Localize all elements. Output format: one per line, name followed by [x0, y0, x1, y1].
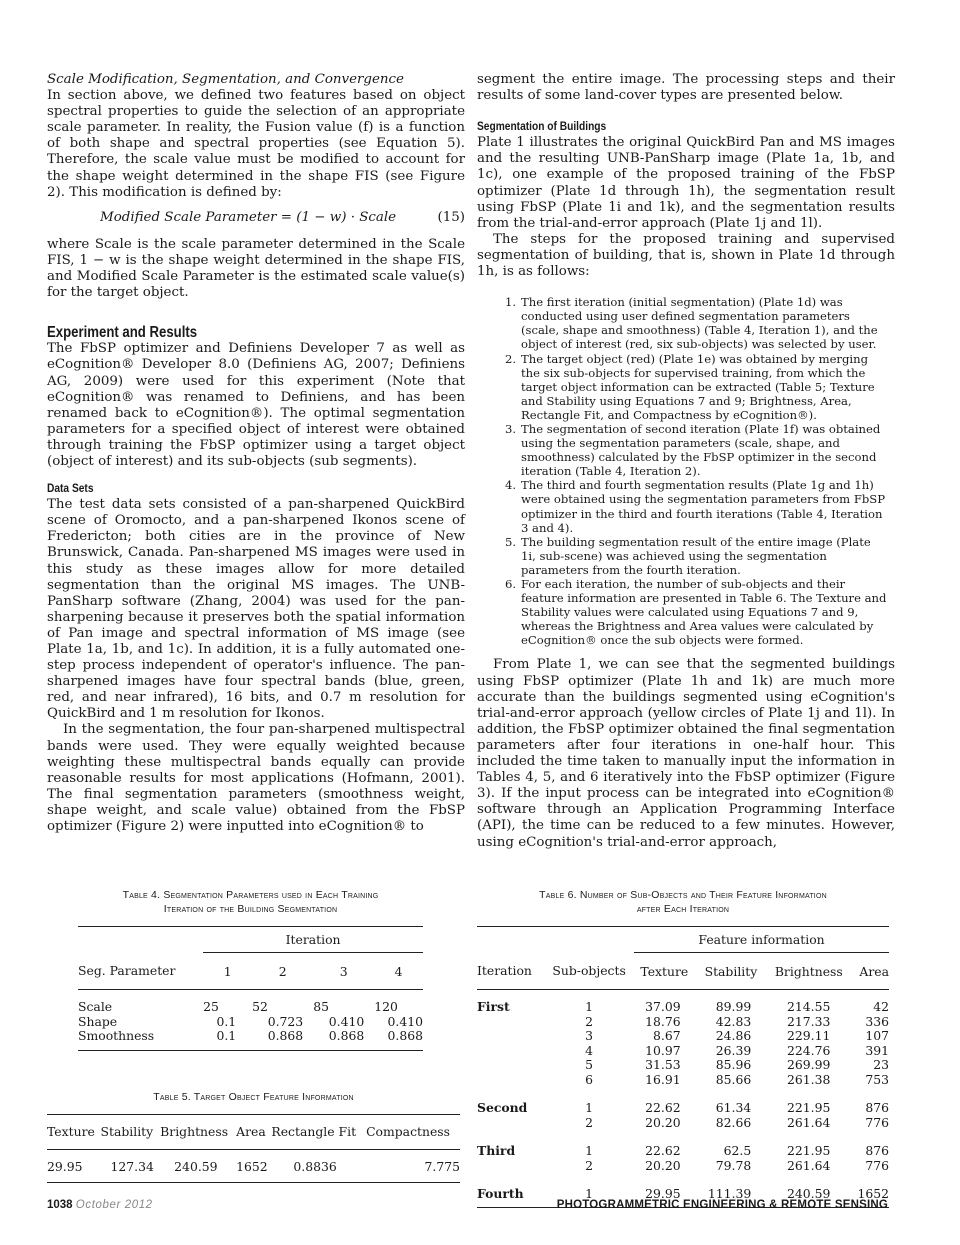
table-row	[78, 1015, 423, 1030]
table-cell: 16.91	[645, 1071, 681, 1087]
table-cell: 1	[585, 1100, 594, 1115]
table-cell: 120	[374, 999, 398, 1014]
right-column	[477, 72, 895, 851]
step-item	[477, 295, 895, 351]
table-cell: 229.11	[786, 1028, 831, 1043]
table-cell: 2	[585, 1157, 594, 1173]
table-6-body	[477, 990, 889, 1208]
table-row	[477, 1159, 889, 1174]
table-cell: 0.410	[387, 1013, 423, 1029]
table-header: Stability	[101, 1115, 161, 1150]
table-header: Rectangle Fit	[271, 1115, 366, 1150]
table-6	[477, 888, 889, 1208]
table-cell: 1	[585, 999, 594, 1014]
table-cell: 10.97	[645, 1042, 681, 1058]
table-cell: 23	[873, 1057, 889, 1072]
scale-modification-heading: Scale Modification, Segmentation, and Convergence	[47, 72, 404, 87]
step-text: The building segmentation result of the entire image (Plate 1i, sub-scene) was achieved using the segmentation parameters from the fourth iteration.	[521, 534, 871, 577]
table-row	[477, 990, 889, 1015]
table-cell: 0.723	[267, 1013, 304, 1029]
caption-line: after Each Iteration	[636, 903, 730, 915]
table-4	[78, 888, 423, 1051]
table-header: Texture	[47, 1115, 101, 1150]
iteration-label	[477, 1044, 544, 1059]
table-cell: 0.868	[374, 1029, 423, 1050]
table-cell: 85.96	[715, 1057, 752, 1072]
table-cell: 26.39	[715, 1042, 752, 1058]
table-cell: 52	[252, 999, 268, 1014]
step-item	[477, 535, 895, 577]
table-cell: 261.64	[786, 1157, 831, 1173]
table-cell: 22.62	[645, 1143, 681, 1158]
iteration-label: First	[477, 999, 510, 1014]
iteration-label	[477, 1159, 544, 1174]
table-row	[477, 1087, 889, 1116]
segmentation-buildings-heading: Segmentation of Buildings	[477, 119, 607, 134]
step-item	[477, 352, 895, 422]
data-sets-heading: Data Sets	[47, 481, 94, 496]
equation-15	[47, 210, 465, 226]
experiment-results-heading: Experiment and Results	[47, 324, 198, 342]
table-header: Compactness	[366, 1115, 460, 1150]
table-row	[477, 1029, 889, 1044]
table-cell: 61.34	[715, 1100, 752, 1115]
paragraph: The steps for the proposed training and supervised segmentation of building, that is, shown in Plate 1d through 1h, is as follows:	[477, 231, 895, 280]
table-row	[477, 1015, 889, 1030]
footer-left	[47, 1199, 153, 1211]
step-number: 6.	[505, 577, 517, 591]
step-text: The third and fourth segmentation results (Plate 1g and 1h) were obtained using the segmentation parameters from FbSP optimizer in the third and fourth iterations (Table 4, Iteration 3 and 4).	[521, 478, 886, 535]
iteration-label	[477, 1029, 544, 1044]
table-header: Sub-objects	[544, 952, 634, 990]
table-cell: 876	[865, 1143, 889, 1158]
table-header: 4	[374, 952, 423, 990]
table-row	[477, 1044, 889, 1059]
table-cell: 127.34	[101, 1149, 161, 1183]
table-cell: 31.53	[645, 1057, 681, 1072]
table-cell: Scale	[78, 999, 113, 1014]
table-cell: 20.20	[645, 1157, 681, 1173]
paragraph: Plate 1 illustrates the original QuickBird Pan and MS images and the resulting UNB-PanSharp image (Plate 1a, 1b, and 1c), one example of the proposed training of the FbSP optimizer (Plate 1d through 1h), the segmentation result using FbSP (Plate 1i and 1k), and the segmentation results from the trial-and-error approach (Plate 1j and 1l).	[477, 135, 895, 231]
table-cell: 217.33	[786, 1013, 831, 1029]
table-header: 1	[203, 952, 252, 990]
equation-body: Modified Scale Parameter = (1 − w) · Scale	[100, 209, 397, 225]
table-cell: Shape	[78, 1013, 118, 1029]
table-cell	[477, 927, 634, 953]
step-text: The first iteration (initial segmentation) (Plate 1d) was conducted using user defined segmentation parameters (scale, shape and smoothness) (Table 4, Iteration 1), and the object of interest (red, six sub-objects) was selected by user.	[521, 295, 878, 352]
table-cell: 336	[865, 1013, 889, 1029]
table-6-grid	[477, 926, 889, 1208]
table-row	[47, 1149, 460, 1183]
iteration-label	[477, 1116, 544, 1131]
table-cell: 20.20	[645, 1114, 681, 1130]
equation-number: (15)	[437, 209, 465, 225]
table-row	[477, 1073, 889, 1088]
table-cell: 753	[865, 1071, 889, 1087]
table-cell: 18.76	[645, 1013, 681, 1029]
table-cell: 240.59	[160, 1149, 236, 1183]
table-header: Stability	[695, 952, 768, 990]
table-cell: 0.868	[313, 1029, 374, 1050]
steps-list	[477, 295, 895, 647]
caption-line: Table 4. Segmentation Parameters used in Each Training	[122, 889, 379, 901]
caption-line: Table 6. Number of Sub-Objects and Their Feature Information	[539, 889, 827, 901]
table-cell: 391	[865, 1042, 889, 1058]
table-cell: 0.868	[252, 1029, 313, 1050]
paragraph: From Plate 1, we can see that the segmented buildings using FbSP optimizer (Plate 1h and 1k) are much more accurate than the buildings segmented using eCognition's trial-and-error approach (yellow circles of Plate 1j and 1l). In addition, the FbSP optimizer obtained the final segmentation parameters after four iterations in one-half hour. This included the time taken to manually input the information in Tables 4, 5, and 6 iteratively into the FbSP optimizer (Figure 3). If the input process can be integrated into eCognition® software through an Application Programming Interface (API), the time can be reduced to a few minutes. However, using eCognition's trial-and-error approach,	[477, 657, 895, 850]
table-cell: 82.66	[715, 1114, 752, 1130]
left-column	[47, 72, 465, 835]
table-group-header: Iteration	[203, 927, 423, 953]
table-cell: 776	[865, 1114, 889, 1130]
paragraph: where Scale is the scale parameter determined in the Scale FIS, 1 − w is the shape weight determined in the shape FIS, and Modified Scale Parameter is the estimated scale value(s) for the target object.	[47, 236, 465, 301]
iteration-label: Third	[477, 1143, 516, 1158]
paragraph: segment the entire image. The processing steps and their results of some land-cover types are presented below.	[477, 72, 895, 104]
table-cell: 1652	[236, 1149, 271, 1183]
table-cell: 85.66	[715, 1071, 752, 1087]
iteration-label: Fourth	[477, 1173, 544, 1207]
table-cell: 5	[585, 1057, 594, 1072]
table-cell: 29.95	[47, 1149, 101, 1183]
step-number: 3.	[505, 421, 517, 436]
table-cell: 1652	[850, 1173, 889, 1207]
table-cell: 261.38	[786, 1071, 831, 1087]
table-header: Area	[850, 952, 889, 990]
table-cell: 42.83	[715, 1013, 752, 1029]
caption-line: Iteration of the Building Segmentation	[163, 903, 338, 915]
table-row	[477, 1130, 889, 1159]
page-number: 1038	[47, 1199, 73, 1211]
table-5-grid	[47, 1114, 460, 1183]
table-cell: 22.62	[645, 1100, 681, 1115]
table-cell	[78, 927, 203, 953]
step-number: 2.	[505, 351, 517, 366]
table-cell: 0.1	[216, 1013, 237, 1029]
table-cell: 62.5	[723, 1143, 752, 1158]
step-number: 5.	[505, 534, 517, 549]
table-cell: 2	[585, 1013, 594, 1029]
table-header: Brightness	[160, 1115, 236, 1150]
table-row	[477, 1058, 889, 1073]
table-group-header: Feature information	[634, 927, 889, 953]
paragraph: The test data sets consisted of a pan-sharpened QuickBird scene of Oromocto, and a pan-sharpened Ikonos scene of Fredericton; both cities are in the province of New Brunswick, Canada. Pan-sharpened MS images were used in this study as these images allow for more detailed segmentation than the original MS images. The UNB-PanSharp software (Zhang, 2004) was used for the pan-sharpening because it preserves both the spatial information of Pan image and spectral information of MS image (see Plate 1a, 1b, and 1c). In addition, it is a fully automated one-step process independent of operator's influence. The pan-sharpened images have four spectral bands (blue, green, red, and near infrared), 16 bits, and 0.7 m resolution for QuickBird and 1 m resolution for Ikonos.	[47, 497, 465, 722]
step-item	[477, 478, 895, 534]
table-cell: 7.775	[366, 1149, 460, 1183]
table-cell: 240.59	[767, 1173, 850, 1207]
table-cell: 8.67	[653, 1028, 681, 1043]
table-cell: Smoothness	[78, 1029, 203, 1050]
table-cell: 221.95	[786, 1143, 831, 1158]
table-header: 2	[252, 952, 313, 990]
table-cell: 24.86	[715, 1028, 752, 1043]
table-header: Iteration	[477, 952, 544, 990]
issue-date: October 2012	[75, 1199, 153, 1211]
table-cell: 1	[585, 1143, 594, 1158]
table-cell: 89.99	[715, 999, 752, 1014]
table-cell: 42	[873, 999, 889, 1014]
step-number: 1.	[505, 295, 517, 310]
table-cell: 221.95	[786, 1100, 831, 1115]
table-cell: 3	[585, 1028, 594, 1043]
step-item	[477, 577, 895, 647]
table-cell: 876	[865, 1100, 889, 1115]
table-cell: 29.95	[634, 1173, 695, 1207]
table-cell: 224.76	[786, 1042, 831, 1058]
table-header: Texture	[634, 952, 695, 990]
table-header: 3	[313, 952, 374, 990]
paragraph: The FbSP optimizer and Definiens Developer 7 as well as eCognition® Developer 8.0 (Definiens AG, 2007; Definiens AG, 2009) were used for this experiment (Note that eCognition® was renamed to Definiens, and has been renamed back to eCognition®). The optimal segmentation parameters for a specified object of interest were obtained through training the FbSP optimizer using a target object (object of interest) and its sub-objects (sub segments).	[47, 341, 465, 469]
table-cell: 4	[585, 1042, 594, 1058]
table-cell: 269.99	[786, 1057, 831, 1072]
iteration-label: Second	[477, 1100, 528, 1115]
table-header: Brightness	[767, 952, 850, 990]
table-cell: 79.78	[715, 1157, 752, 1173]
table-cell: 111.39	[695, 1173, 768, 1207]
table-cell: 214.55	[786, 999, 831, 1014]
iteration-label	[477, 1073, 544, 1088]
table-4-caption	[78, 888, 423, 916]
table-cell: 85	[313, 999, 329, 1014]
table-header: Area	[236, 1115, 271, 1150]
step-number: 4.	[505, 478, 517, 493]
table-cell: 25	[203, 999, 219, 1014]
iteration-label	[477, 1015, 544, 1030]
journal-name: PHOTOGRAMMETRIC ENGINEERING & REMOTE SENSING	[556, 1199, 888, 1211]
table-cell: 6	[585, 1071, 594, 1087]
iteration-label	[477, 1058, 544, 1073]
table-cell: 2	[585, 1114, 594, 1130]
table-cell: 37.09	[645, 999, 681, 1014]
paragraph: In the segmentation, the four pan-sharpened multispectral bands were used. They were equally weighted because weighting these multispectral bands equally can provide reasonable results for most applications (Hofmann, 2001). The final segmentation parameters (smoothness weight, shape weight, and scale value) obtained from the FbSP optimizer (Figure 2) were inputted into eCognition® to	[47, 722, 465, 835]
step-text: The segmentation of second iteration (Plate 1f) was obtained using the segmentation parameters (scale, shape, and smoothness) calculated by the FbSP optimizer in the second iteration (Table 4, Iteration 2).	[521, 421, 881, 479]
table-row	[477, 1116, 889, 1131]
step-text: For each iteration, the number of sub-objects and their feature information are presented in Table 6. The Texture and Stability values were calculated using Equations 7 and 9, whereas the Brightness and Area values were calculated by eCognition® once the sub objects were formed.	[521, 577, 887, 648]
table-header: Seg. Parameter	[78, 952, 203, 990]
table-cell: 1	[544, 1173, 634, 1207]
table-cell: 0.8836	[271, 1149, 366, 1183]
table-5-caption: Table 5. Target Object Feature Information	[153, 1091, 354, 1103]
table-cell: 0.1	[203, 1029, 252, 1050]
step-text: The target object (red) (Plate 1e) was obtained by merging the six sub-objects for supervised training, from which the target object information can be extracted (Table 5; Texture and Stability using Equations 7 and 9; Brightness, Area, Rectangle Fit, and Compactness by eCognition®).	[521, 351, 875, 422]
step-item	[477, 422, 895, 478]
table-4-grid	[78, 926, 423, 1051]
table-cell: 0.410	[328, 1013, 365, 1029]
table-row	[78, 1029, 423, 1050]
table-5	[47, 1090, 460, 1183]
table-row	[78, 990, 423, 1015]
paragraph: In section above, we defined two features based on object spectral properties to guide the selection of an appropriate scale parameter. In reality, the Fusion value (f) is a function of both shape and spectral properties (see Equation 5). Therefore, the scale value must be modified to account for the shape weight determined in the shape FIS (see Figure 2). This modification is defined by:	[47, 88, 465, 200]
table-cell: 107	[865, 1028, 889, 1043]
table-cell: 261.64	[786, 1114, 831, 1130]
table-6-caption	[477, 888, 889, 916]
table-cell: 776	[865, 1157, 889, 1173]
